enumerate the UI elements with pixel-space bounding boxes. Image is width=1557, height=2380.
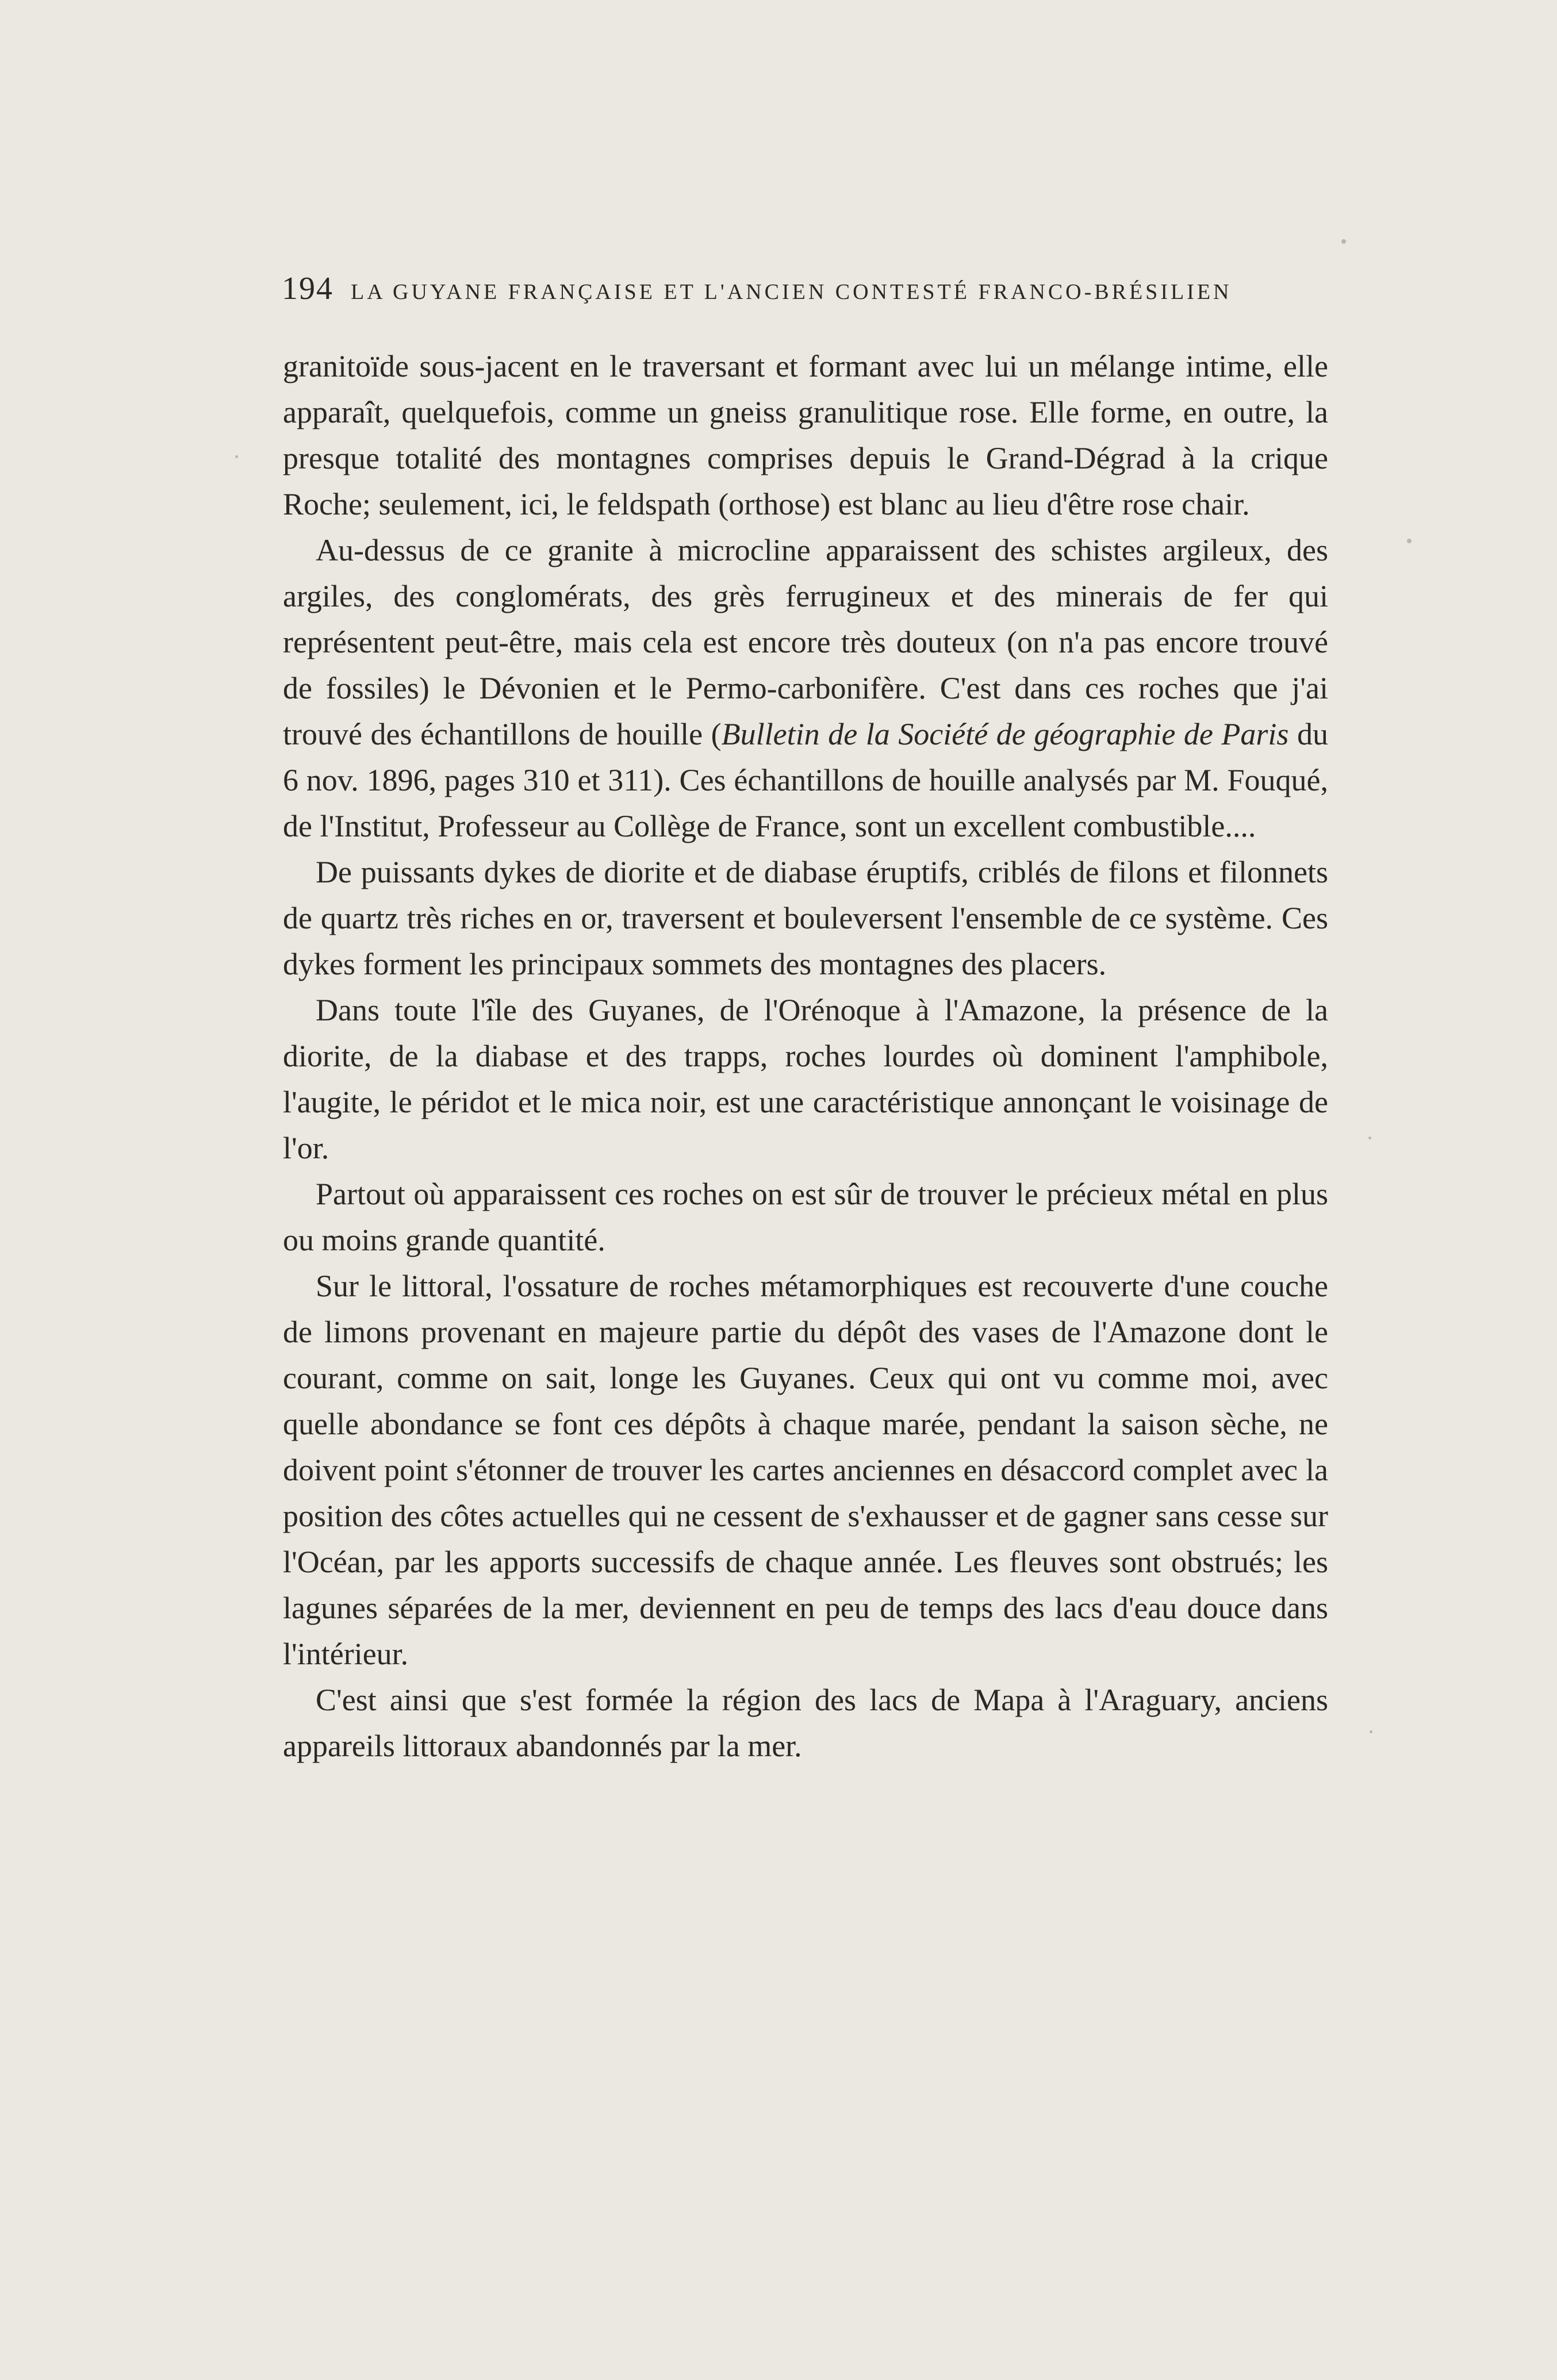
running-title: LA GUYANE FRANÇAISE ET L'ANCIEN CONTESTÉ FRANCO-BRÉSILIEN bbox=[351, 280, 1232, 304]
bulletin-citation: Bulletin de la Société de géographie de Paris bbox=[721, 717, 1289, 751]
paragraph-6: Sur le littoral, l'ossature de roches métamorphiques est recouverte d'une couche de limons provenant en majeure partie du dépôt des vases de l'Amazone dont le courant, comme on sait, longe les Guyanes. Ceux qui ont vu comme moi, avec quelle abondance se font ces dépôts à chaque marée, pendant la saison sèche, ne doivent point s'étonner de trouver les cartes anciennes en désaccord complet avec la position des côtes actuelles qui ne cessent de s'exhausser et de gagner sans cesse sur l'Océan, par les apports successifs de chaque année. Les fleuves sont obstrués; les lagunes séparées de la mer, deviennent en peu de temps des lacs d'eau douce dans l'intérieur. bbox=[283, 1269, 1328, 1671]
paragraph-7: C'est ainsi que s'est formée la région des lacs de Mapa à l'Araguary, anciens appareils littoraux abandonnés par la mer. bbox=[283, 1683, 1328, 1763]
paragraph-2-text-a: Au-dessus de ce granite à microcline apparaissent des schistes argileux, des argiles, des conglomérats, des grès ferrugineux et des minerais de fer qui représentent peut-être, mais cela est encore très douteux (on n'a pas encore trouvé de fossiles) le Dévonien et le Permo-carbonifère. C'est dans ces roches que j'ai trouvé des échantillons de houille ( bbox=[283, 533, 1328, 751]
paper-speck bbox=[235, 455, 238, 458]
body-text bbox=[283, 343, 1328, 1769]
page-header bbox=[282, 270, 1334, 316]
paper-speck bbox=[1368, 1137, 1371, 1139]
paragraph-3: De puissants dykes de diorite et de diabase éruptifs, criblés de filons et filonnets de quartz très riches en or, traversent et bouleversent l'ensemble de ce système. Ces dykes forment les principaux sommets des montagnes des placers. bbox=[283, 855, 1328, 981]
paragraph-2-text-b: du 6 nov. 1896, pages 310 et 311). Ces échantillons de houille analysés par M. Fouqué, de l'Institut, Professeur au Collège de France, sont un excellent combustible.... bbox=[283, 717, 1328, 843]
paper-speck bbox=[1370, 1730, 1372, 1733]
paragraph-4: Dans toute l'île des Guyanes, de l'Orénoque à l'Amazone, la présence de la diorite, de la diabase et des trapps, roches lourdes où dominent l'amphibole, l'augite, le péridot et le mica noir, est une caractéristique annonçant le voisinage de l'or. bbox=[283, 993, 1328, 1165]
paper-speck bbox=[1407, 539, 1412, 543]
page-number: 194 bbox=[282, 271, 333, 306]
paper-speck bbox=[1341, 239, 1346, 244]
paragraph-5: Partout où apparaissent ces roches on est sûr de trouver le précieux métal en plus ou moins grande quantité. bbox=[283, 1177, 1328, 1257]
paragraph-1: granitoïde sous-jacent en le traversant et formant avec lui un mélange intime, elle apparaît, quelquefois, comme un gneiss granulitique rose. Elle forme, en outre, la presque totalité des montagnes comprises depuis le Grand-Dégrad à la crique Roche; seulement, ici, le feldspath (orthose) est blanc au lieu d'être rose chair. bbox=[283, 349, 1328, 521]
paragraph-2 bbox=[283, 527, 1328, 849]
